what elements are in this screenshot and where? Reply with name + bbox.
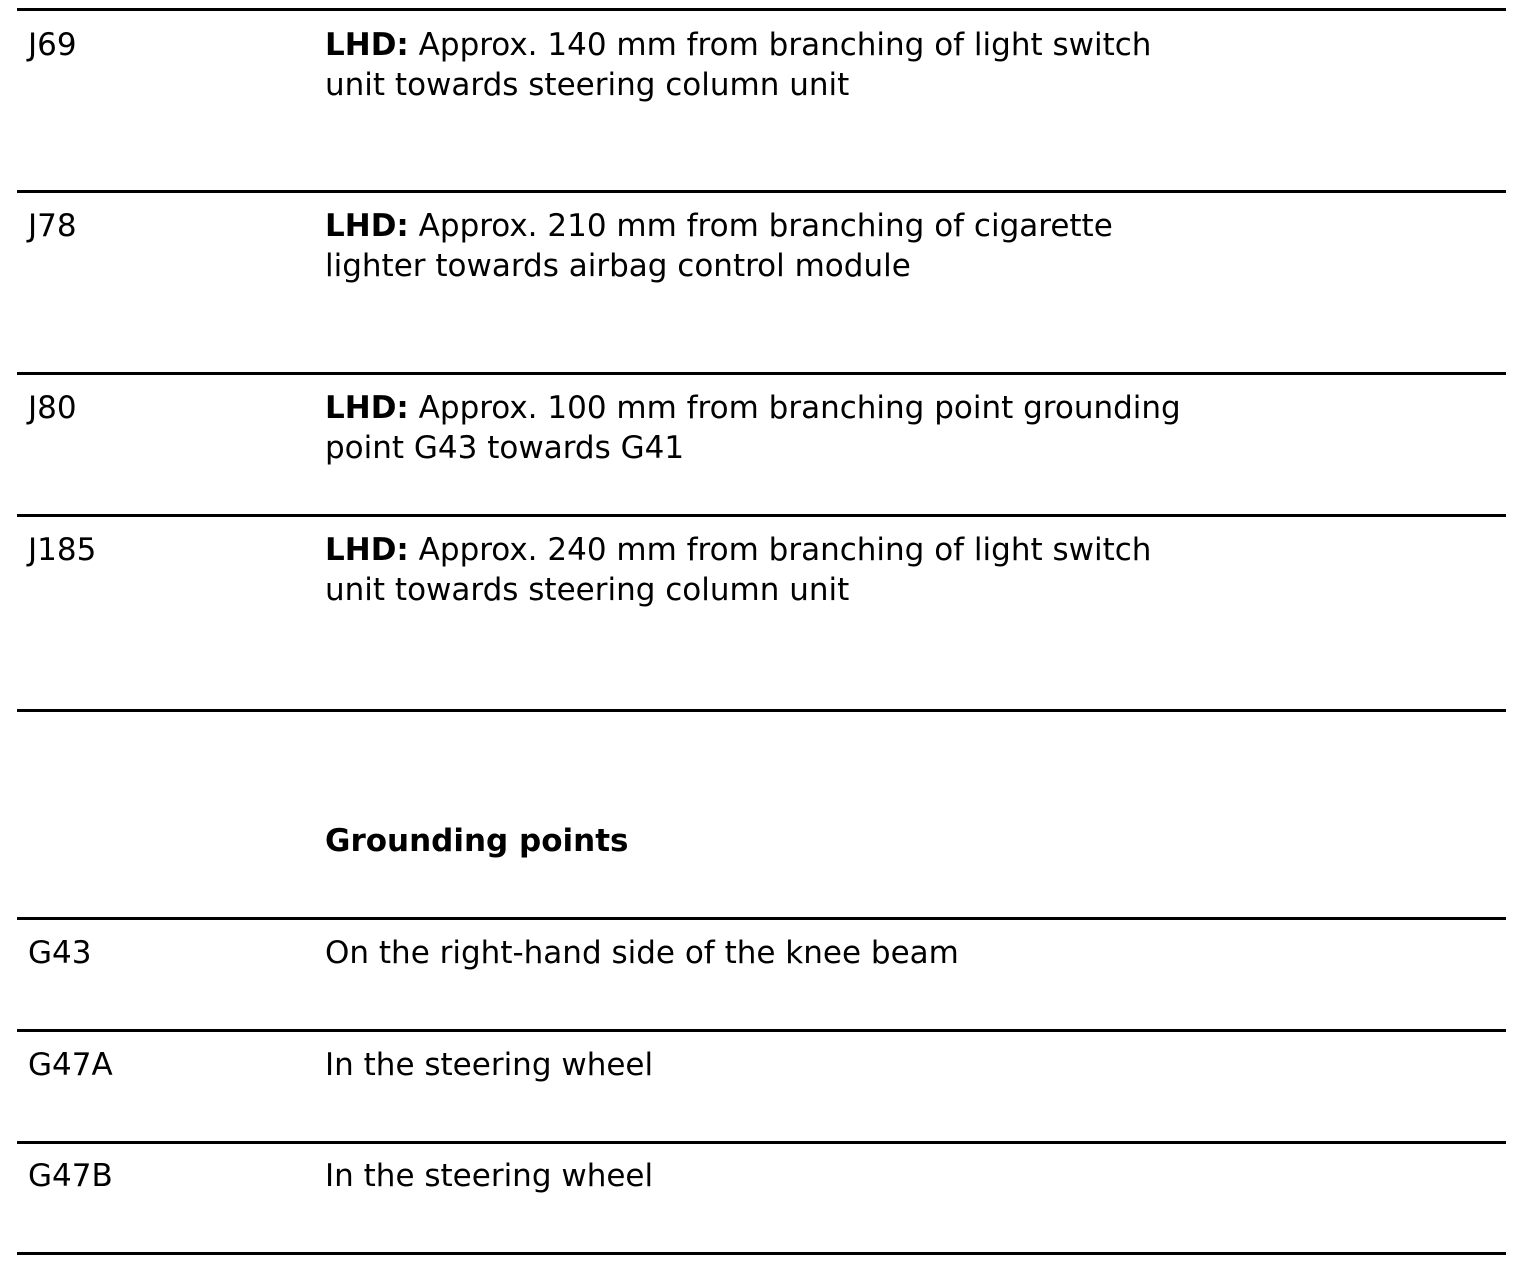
connector-code: J69 (28, 27, 77, 63)
section-heading: Grounding points (325, 823, 629, 859)
table-rule (17, 1029, 1506, 1032)
lhd-label: LHD: (325, 532, 409, 568)
grounding-code: G47A (28, 1047, 113, 1083)
location-line-1: Approx. 210 mm from branching of cigarette (408, 208, 1113, 244)
connector-code: J78 (28, 208, 77, 244)
location-line-1: Approx. 100 mm from branching point grounding (408, 390, 1181, 426)
table-rule (17, 917, 1506, 920)
connector-location (325, 206, 1113, 286)
table-rule (17, 514, 1506, 517)
table-rule (17, 709, 1506, 712)
connector-code: J185 (28, 532, 97, 568)
connector-location (325, 388, 1181, 468)
location-line-2: unit towards steering column unit (325, 572, 850, 608)
connector-location (325, 530, 1151, 610)
lhd-label: LHD: (325, 27, 409, 63)
grounding-location: In the steering wheel (325, 1047, 654, 1083)
location-line-1: Approx. 240 mm from branching of light switch (408, 532, 1152, 568)
location-line-2: lighter towards airbag control module (325, 248, 911, 284)
connector-code: J80 (28, 390, 77, 426)
location-line-2: unit towards steering column unit (325, 67, 850, 103)
connector-location (325, 25, 1151, 105)
table-rule (17, 372, 1506, 375)
table-rule (17, 1141, 1506, 1144)
table-rule (17, 190, 1506, 193)
grounding-code: G43 (28, 935, 92, 971)
location-line-1: Approx. 140 mm from branching of light switch (408, 27, 1152, 63)
grounding-location: In the steering wheel (325, 1158, 654, 1194)
table-rule (17, 1252, 1506, 1255)
lhd-label: LHD: (325, 208, 409, 244)
table-rule (17, 8, 1506, 11)
location-line-2: point G43 towards G41 (325, 430, 685, 466)
lhd-label: LHD: (325, 390, 409, 426)
grounding-code: G47B (28, 1158, 113, 1194)
grounding-location: On the right-hand side of the knee beam (325, 935, 959, 971)
